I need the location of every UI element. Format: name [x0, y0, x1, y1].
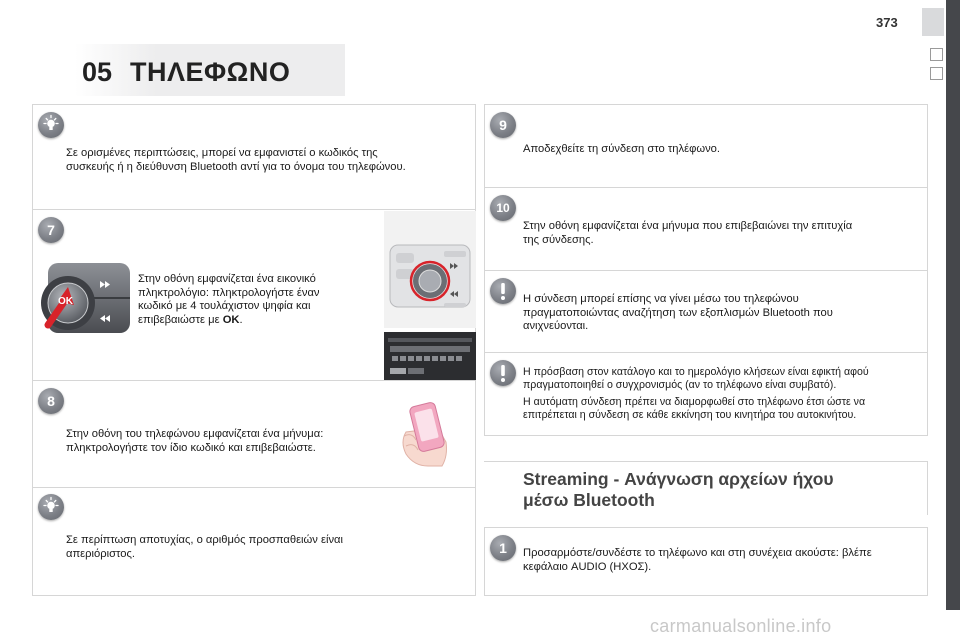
divider: [484, 352, 928, 353]
radio-panel-illustration: [384, 211, 476, 328]
step-7-text: Στην οθόνη εμφανίζεται ένα εικονικό πληκτρολόγιο: πληκτρολογήστε έναν κωδικό με 4 τουλάχιστον ψηφία και επιβεβαιώστε με OK.: [138, 273, 320, 326]
corner-tab: [922, 8, 944, 36]
step-8-badge: 8: [38, 388, 64, 414]
step-7-badge: 7: [38, 217, 64, 243]
step-9-text: Αποδεχθείτε τη σύνδεση στο τηλέφωνο.: [523, 143, 720, 155]
divider: [484, 187, 928, 188]
keypad-screen-illustration: [384, 332, 476, 380]
exclamation-icon: [490, 360, 516, 386]
divider: [32, 487, 476, 488]
ok-button-label: OK: [58, 296, 73, 307]
step-1-text: Προσαρμόστε/συνδέστε το τηλέφωνο και στη συνέχεια ακούστε: βλέπε κεφάλαιο AUDIO (ΗΧΟΣ).: [523, 547, 872, 573]
chapter-title: ΤΗΛΕΦΩΝΟ: [130, 57, 291, 87]
chapter-sidebar-bar: [946, 0, 960, 610]
divider: [484, 270, 928, 271]
streaming-section-title: Streaming - Ανάγνωση αρχείων ήχου μέσω Bluetooth: [523, 469, 834, 510]
side-marker-box: [930, 67, 943, 80]
lightbulb-icon: [38, 494, 64, 520]
watermark: carmanualsonline.info: [650, 616, 832, 636]
step-9-badge: 9: [490, 112, 516, 138]
step-10-text: Στην οθόνη εμφανίζεται ένα μήνυμα που επιβεβαιώνει την επιτυχία της σύνδεσης.: [523, 220, 853, 246]
divider: [32, 209, 476, 210]
lightbulb-icon: [38, 112, 64, 138]
tip-text-attempts: Σε περίπτωση αποτυχίας, ο αριθμός προσπαθειών είναι απεριόριστος.: [66, 534, 344, 560]
warning-sync-text: Η πρόσβαση στον κατάλογο και το ημερολόγιο κλήσεων είναι εφικτή αφού πραγματοποιηθεί ο συγχρονισμός (αν το τηλέφωνο είναι συμβατό). Η αυτόματη σύνδεση πρέπει να διαμορφωθεί στο τηλέφωνο έτσι ώστε να επιτρέπεται η σύνδεση σε κάθε εκκίνηση του κινητήρα του αυτοκινήτου.: [523, 366, 869, 421]
step-8-text: Στην οθόνη του τηλεφώνου εμφανίζεται ένα μήνυμα: πληκτρολογήστε τον ίδιο κωδικό και επιβεβαιώστε.: [66, 428, 324, 454]
step-10-badge: 10: [490, 195, 516, 221]
divider: [32, 380, 476, 381]
chapter-number: 05: [82, 57, 113, 87]
side-marker-box: [930, 48, 943, 61]
exclamation-icon: [490, 278, 516, 304]
step-1-badge: 1: [490, 535, 516, 561]
tip-text-device-code: Σε ορισμένες περιπτώσεις, μπορεί να εμφανιστεί ο κωδικός της συσκευής ή η διεύθυνση Bluetooth αντί για το όνομα του τηλεφώνου.: [66, 147, 406, 173]
page-number: 373: [876, 15, 898, 30]
ok-control-illustration: [38, 263, 130, 333]
warning-phone-connection-text: Η σύνδεση μπορεί επίσης να γίνει μέσω του τηλεφώνου πραγματοποιώντας αναζήτηση των εξοπλισμών Bluetooth που ανιχνεύονται.: [523, 293, 833, 332]
phone-in-hand-illustration: [398, 402, 454, 468]
